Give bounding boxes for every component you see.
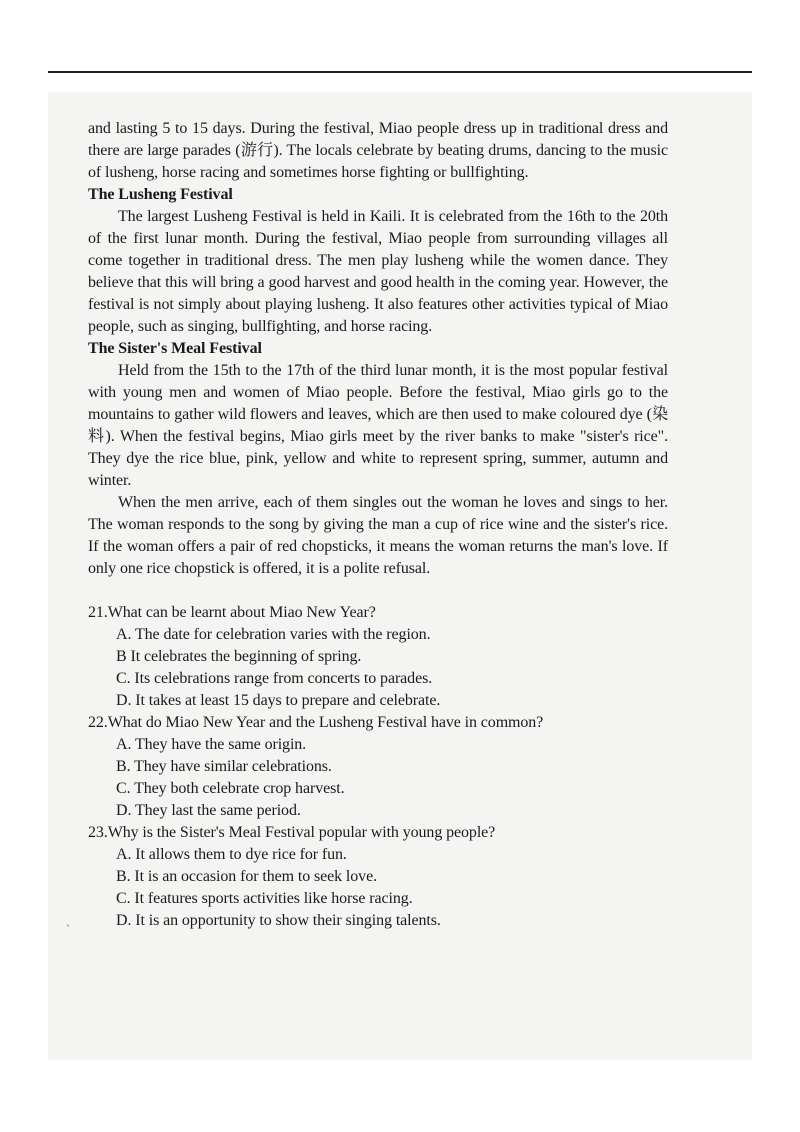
lusheng-festival-text: The largest Lusheng Festival is held in Kaili. It is celebrated from the 16th to the 20th of the first lunar month. During the festival, Miao people from surrounding villages all come together in traditional dress. The men play lusheng while the women dance. They believe that this will bring a good harvest and good health in the coming year. However, the festival is not simply about playing lusheng. It also features other activities typical of Miao people, such as singing, bullfighting, and horse racing.: [88, 208, 668, 335]
question-22: [88, 712, 668, 822]
answer-options: [88, 844, 668, 932]
sisters-meal-festival-heading: The Sister's Meal Festival: [88, 340, 262, 357]
answer-option-d: D. It takes at least 15 days to prepare and celebrate.: [116, 692, 441, 709]
question-21: [88, 602, 668, 712]
sisters-meal-festival-text-2: When the men arrive, each of them singles out the woman he loves and sings to her. The woman responds to the song by giving the man a cup of rice wine and the sister's rice. If the woman offers a pair of red chopsticks, it means the woman returns the man's love. If only one rice chopstick is offered, it is a polite refusal.: [88, 494, 668, 577]
question-stem: 23.Why is the Sister's Meal Festival popular with young people?: [88, 824, 496, 841]
answer-option-c: C. Its celebrations range from concerts to parades.: [116, 670, 433, 687]
answer-option-c: C. They both celebrate crop harvest.: [116, 780, 345, 797]
answer-option-a: A. They have the same origin.: [116, 736, 307, 753]
answer-option-a: A. It allows them to dye rice for fun.: [116, 846, 347, 863]
answer-option-b: B. It is an occasion for them to seek love.: [116, 868, 377, 885]
top-rule: [48, 71, 752, 73]
document-content: [88, 118, 668, 932]
answer-option-b: B It celebrates the beginning of spring.: [116, 648, 362, 665]
question-23: [88, 822, 668, 932]
sisters-meal-festival-text-1: Held from the 15th to the 17th of the third lunar month, it is the most popular festival with young men and women of Miao people. Before the festival, Miao girls go to the mountains to gather wild flowers and leaves, which are then used to make coloured dye (染料). When the festival begins, Miao girls meet by the river banks to make "sister's rice". They dye the rice blue, pink, yellow and white to represent spring, summer, autumn and winter.: [88, 362, 668, 489]
answer-options: [88, 734, 668, 822]
answer-option-a: A. The date for celebration varies with the region.: [116, 626, 431, 643]
question-stem: 21.What can be learnt about Miao New Year?: [88, 604, 376, 621]
answer-option-b: B. They have similar celebrations.: [116, 758, 332, 775]
scan-speck: `: [66, 922, 70, 936]
answer-options: [88, 624, 668, 712]
answer-option-d: D. They last the same period.: [116, 802, 301, 819]
answer-option-d: D. It is an opportunity to show their singing talents.: [116, 912, 441, 929]
question-stem: 22.What do Miao New Year and the Lusheng Festival have in common?: [88, 714, 544, 731]
lusheng-festival-heading: The Lusheng Festival: [88, 186, 233, 203]
answer-option-c: C. It features sports activities like horse racing.: [116, 890, 413, 907]
passage-intro: and lasting 5 to 15 days. During the festival, Miao people dress up in traditional dress and there are large parades (游行). The locals celebrate by beating drums, dancing to the music of lusheng, horse racing and sometimes horse fighting or bullfighting.: [88, 120, 668, 181]
